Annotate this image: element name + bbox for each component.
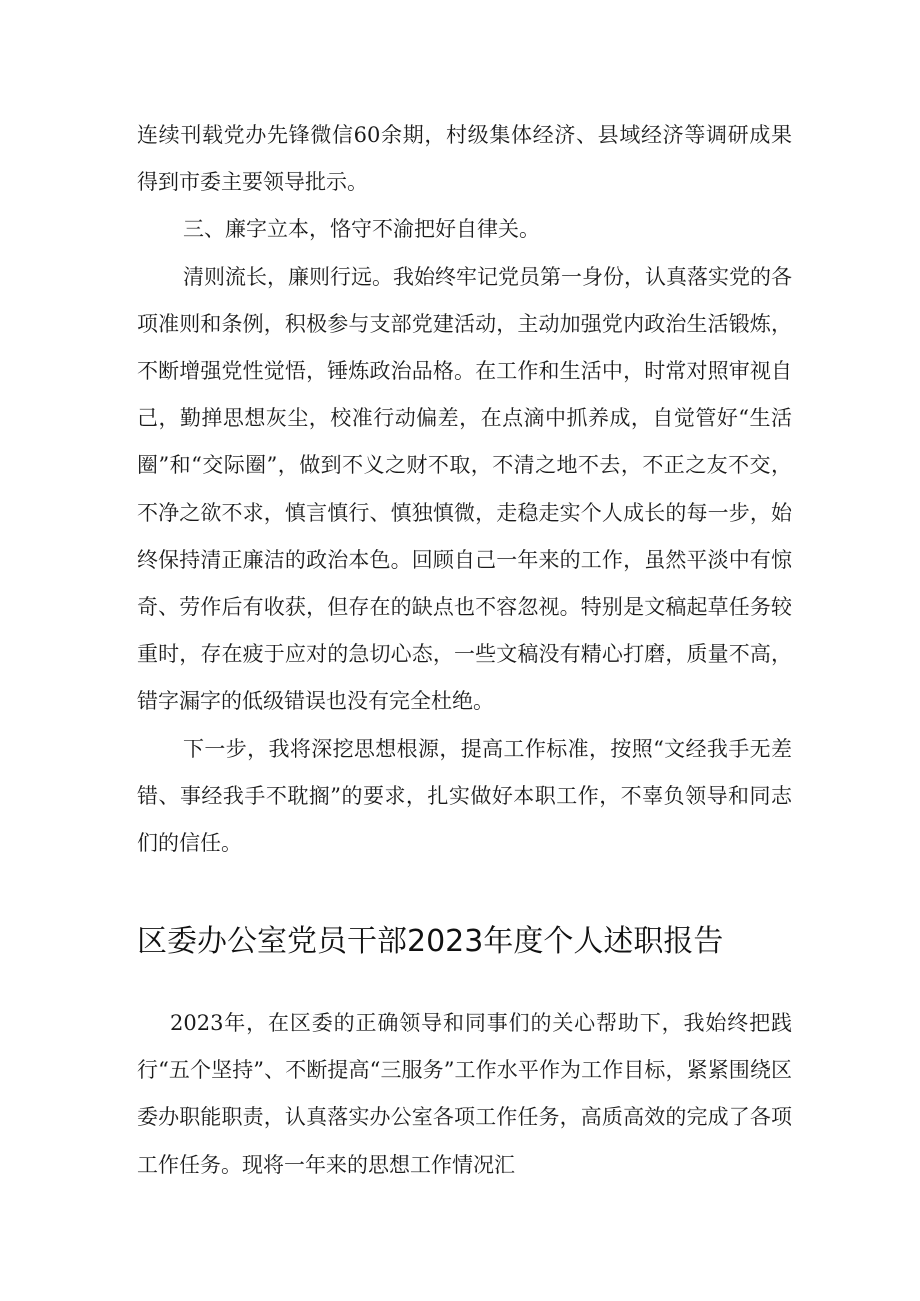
report-intro-paragraph: 2023年，在区委的正确领导和同事们的关心帮助下，我始终把践行“五个坚持”、不断提高“三服务”工作水平作为工作目标，紧紧围绕区委办职能职责，认真落实办公室各项工作任务，高质高效的完成了各项工作任务。现将一年来的思想工作情况汇 [137,1011,792,1177]
report-title: 区委办公室党员干部2023年度个人述职报告 [137,924,724,959]
section-heading-three: 三、廉字立本，恪守不渝把好自律关。 [183,217,540,242]
paragraph-3: 清则流长，廉则行远。我始终牢记党员第一身份，认真落实党的各项准则和条例，积极参与支部党建活动，主动加强党内政治生活锻炼，不断增强党性觉悟，锤炼政治品格。在工作和生活中，时常对照审视自己，勤掸思想灰尘，校准行动偏差，在点滴中抓养成，自觉管好“生活圈”和“交际圈”，做到不义之财不取，不清之地不去，不正之友不交，不净之欲不求，慎言慎行、慎独慎微，走稳走实个人成长的每一步，始终保持清正廉洁的政治本色。回顾自己一年来的工作，虽然平淡中有惊奇、劳作后有收获，但存在的缺点也不容忽视。特别是文稿起草任务较重时，存在疲于应对的急切心态，一些文稿没有精心打磨，质量不高，错字漏字的低级错误也没有完全杜绝。 [137,264,792,714]
body-text-top [137,112,792,867]
paragraph-4: 下一步，我将深挖思想根源，提高工作标准，按照“文经我手无差错、事经我手不耽搁”的要求，扎实做好本职工作，不辜负领导和同志们的信任。 [137,736,792,856]
body-text-bottom [137,1000,792,1189]
paragraph-1: 连续刊载党办先锋微信60余期，村级集体经济、县域经济等调研成果得到市委主要领导批示。 [137,123,792,195]
